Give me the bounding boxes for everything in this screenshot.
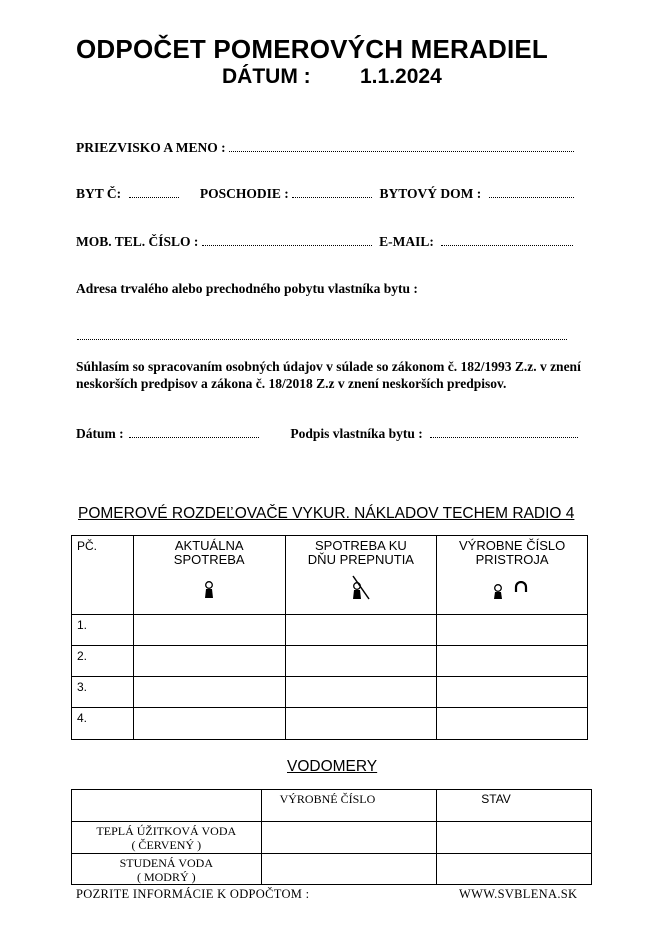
table-row: 2. [72,646,588,677]
water-table-header [72,790,592,822]
col-no-header: PČ. [77,539,98,553]
name-field[interactable] [229,140,574,152]
cold-water-state-cell[interactable] [437,854,592,885]
heat-section-title: POMEROVÉ ROZDEĽOVAČE VYKUR. NÁKLADOV TECHEM RADIO 4 [78,505,575,522]
email-field[interactable] [441,234,573,246]
sign-date-field[interactable] [129,426,259,438]
col-switch-header: SPOTREBA KU DŇU PREPNUTIA [285,536,437,615]
contact-row [76,234,573,250]
water-state-header: STAV [481,792,511,806]
current-cell[interactable] [133,646,285,677]
serial-cell[interactable] [437,615,588,646]
water-serial-header: VÝROBNÉ ČÍSLO [279,792,376,806]
name-label: PRIEZVISKO A MENO : [76,140,226,155]
address-label: Adresa trvalého alebo prechodného pobytu vlastníka bytu : [76,281,418,296]
sign-date-label: Dátum : [76,426,124,441]
flat-row [76,186,574,202]
building-field[interactable] [489,186,574,198]
radiator-sensor-icon [202,581,216,599]
current-cell[interactable] [133,677,285,708]
sign-row [76,426,578,442]
cold-water-label: STUDENÁ VODA ( MODRÝ ) [119,856,214,884]
footer-note: POZRITE INFORMÁCIE K ODPOČTOM : [76,887,310,901]
floor-field[interactable] [292,186,372,198]
email-label: E-MAIL: [379,234,434,249]
address-field[interactable] [77,327,567,345]
hot-water-label: TEPLÁ ÚŽITKOVÁ VODA ( ČERVENÝ ) [96,824,237,852]
flat-label: BYT Č: [76,186,122,201]
col-current-header: AKTUÁLNA SPOTREBA [133,536,285,615]
table-row [72,822,592,854]
cold-water-serial-cell[interactable] [261,854,437,885]
name-row [76,140,574,156]
table-row: 3. [72,677,588,708]
water-table [71,789,592,885]
signature-field[interactable] [430,426,578,438]
hot-water-state-cell[interactable] [437,822,592,854]
date-value: 1.1.2024 [360,65,442,88]
heat-table-header [72,536,588,615]
building-label: BYTOVÝ DOM : [379,186,482,201]
table-row [72,854,592,885]
heat-table [71,535,588,740]
floor-label: POSCHODIE : [199,186,289,201]
flat-field[interactable] [129,186,179,198]
table-row: 1. [72,615,588,646]
table-row: 4. [72,708,588,740]
switch-cell[interactable] [285,615,437,646]
serial-cell[interactable] [437,708,588,740]
switch-cell[interactable] [285,708,437,740]
serial-cell[interactable] [437,646,588,677]
consent-text: Súhlasím so spracovaním osobných údajov v súlade so zákonom č. 182/1993 Z.z. v znení neskorších predpisov a zákona č. 18/2018 Z.z v znení neskorších predpisov. [76,359,581,391]
date-label: DÁTUM : [222,65,311,88]
page-title: ODPOČET POMEROVÝCH MERADIEL [76,34,548,64]
current-cell[interactable] [133,615,285,646]
current-cell[interactable] [133,708,285,740]
radiator-sensor-magnet-icon [492,581,532,599]
serial-cell[interactable] [437,677,588,708]
signature-label: Podpis vlastníka bytu : [290,426,423,441]
water-section-title: VODOMERY [287,758,378,775]
hot-water-serial-cell[interactable] [261,822,437,854]
footer-website-link[interactable]: WWW.SVBLENA.SK [459,887,578,901]
switch-cell[interactable] [285,646,437,677]
phone-label: MOB. TEL. ČÍSLO : [76,234,199,249]
col-serial-header: VÝROBNE ČÍSLO PRISTROJA [437,536,588,615]
phone-field[interactable] [202,234,372,246]
switch-cell[interactable] [285,677,437,708]
radiator-sensor-pen-icon [349,575,373,601]
